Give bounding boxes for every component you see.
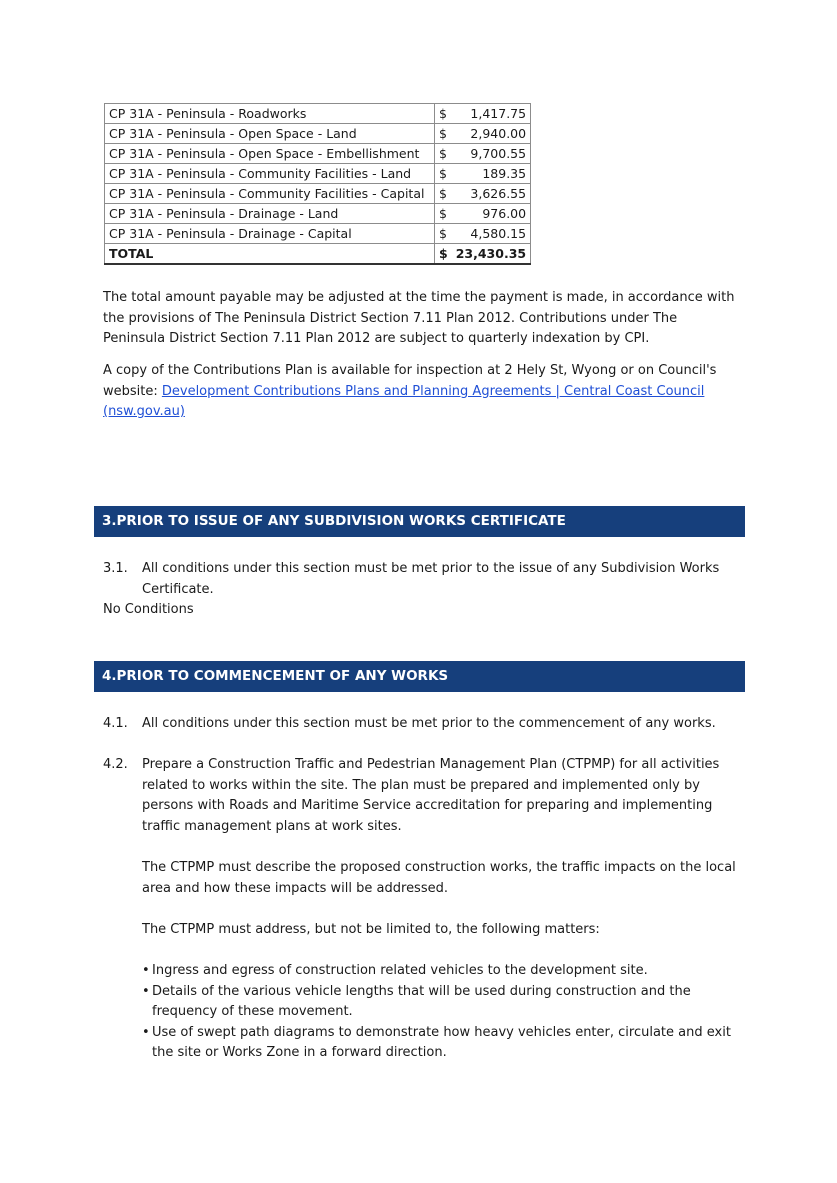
contributions-plan-link[interactable]: Development Contributions Plans and Planning Agreements | Central Coast Council (nsw.gov.au) <box>103 383 705 419</box>
contributions-table <box>104 103 531 265</box>
list-item <box>142 982 742 1023</box>
row-description: CP 31A - Peninsula - Open Space - Land <box>105 124 435 144</box>
row-amount: 1,417.75 <box>452 104 531 124</box>
row-description: CP 31A - Peninsula - Community Facilities - Land <box>105 164 435 184</box>
table-row <box>105 224 531 244</box>
list-item <box>142 961 742 982</box>
condition-4-1 <box>103 714 743 735</box>
list-item <box>142 1023 742 1064</box>
row-currency: $ <box>435 184 452 204</box>
table-row <box>105 104 531 124</box>
bullet-icon: • <box>142 963 150 978</box>
bullet-icon: • <box>142 983 150 999</box>
condition-number: 3.1. <box>103 561 128 576</box>
row-amount: 9,700.55 <box>452 144 531 164</box>
table-row <box>105 144 531 164</box>
row-amount: 4,580.15 <box>452 224 531 244</box>
table-row <box>105 164 531 184</box>
row-description: CP 31A - Peninsula - Community Facilities - Capital <box>105 184 435 204</box>
row-amount: 3,626.55 <box>452 184 531 204</box>
row-amount: 189.35 <box>452 164 531 184</box>
list-item-text: Use of swept path diagrams to demonstrate how heavy vehicles enter, circulate and exit the site or Works Zone in a forward direction. <box>152 1024 731 1060</box>
total-row <box>105 244 531 265</box>
adjustment-paragraph: The total amount payable may be adjusted at the time the payment is made, in accordance with the provisions of The Peninsula District Section 7.11 Plan 2012. Contributions under The Peninsula District Section 7.11 Plan 2012 are subject to quarterly indexation by CPI. <box>103 290 735 346</box>
section-4-heading: 4.PRIOR TO COMMENCEMENT OF ANY WORKS <box>94 661 745 692</box>
condition-4-2-para-2 <box>103 858 743 899</box>
condition-number: 4.1. <box>103 716 128 731</box>
condition-text: Prepare a Construction Traffic and Pedestrian Management Plan (CTPMP) for all activities related to works within the site. The plan must be prepared and implemented only by persons with Roads and Maritime Service accreditation for preparing and implementing traffic management plans at work sites. <box>142 757 720 834</box>
bullet-icon: • <box>142 1024 150 1040</box>
total-amount: 23,430.35 <box>452 244 531 265</box>
row-description: CP 31A - Peninsula - Open Space - Embellishment <box>105 144 435 164</box>
list-item-text: Ingress and egress of construction related vehicles to the development site. <box>152 963 648 978</box>
ctpmp-matters-list <box>142 961 742 1064</box>
row-amount: 976.00 <box>452 204 531 224</box>
table-row <box>105 184 531 204</box>
condition-text: The CTPMP must describe the proposed construction works, the traffic impacts on the local area and how these impacts will be addressed. <box>142 860 736 896</box>
row-currency: $ <box>435 144 452 164</box>
row-description: CP 31A - Peninsula - Drainage - Land <box>105 204 435 224</box>
row-description: CP 31A - Peninsula - Drainage - Capital <box>105 224 435 244</box>
list-item-text: Details of the various vehicle lengths that will be used during construction and the frequency of these movement. <box>152 983 691 1019</box>
row-currency: $ <box>435 164 452 184</box>
no-conditions-text: No Conditions <box>103 602 194 617</box>
condition-text: The CTPMP must address, but not be limited to, the following matters: <box>142 922 600 937</box>
total-currency: $ <box>435 244 452 265</box>
condition-4-2-para-3 <box>103 920 743 941</box>
row-currency: $ <box>435 124 452 144</box>
condition-text: All conditions under this section must be met prior to the issue of any Subdivision Works Certificate. <box>142 561 720 597</box>
row-currency: $ <box>435 204 452 224</box>
condition-4-2 <box>103 755 743 837</box>
row-amount: 2,940.00 <box>452 124 531 144</box>
contributions-plan-text: A copy of the Contributions Plan is available for inspection at 2 Hely St, Wyong or on Council's website: <box>103 363 717 399</box>
contributions-plan-paragraph <box>103 361 743 423</box>
total-label: TOTAL <box>105 244 435 265</box>
row-currency: $ <box>435 224 452 244</box>
section-3-heading: 3.PRIOR TO ISSUE OF ANY SUBDIVISION WORKS CERTIFICATE <box>94 506 745 537</box>
row-currency: $ <box>435 104 452 124</box>
condition-number: 4.2. <box>103 757 128 772</box>
condition-text: All conditions under this section must be met prior to the commencement of any works. <box>142 716 716 731</box>
table-row <box>105 124 531 144</box>
row-description: CP 31A - Peninsula - Roadworks <box>105 104 435 124</box>
table-row <box>105 204 531 224</box>
condition-3-1 <box>103 559 743 600</box>
